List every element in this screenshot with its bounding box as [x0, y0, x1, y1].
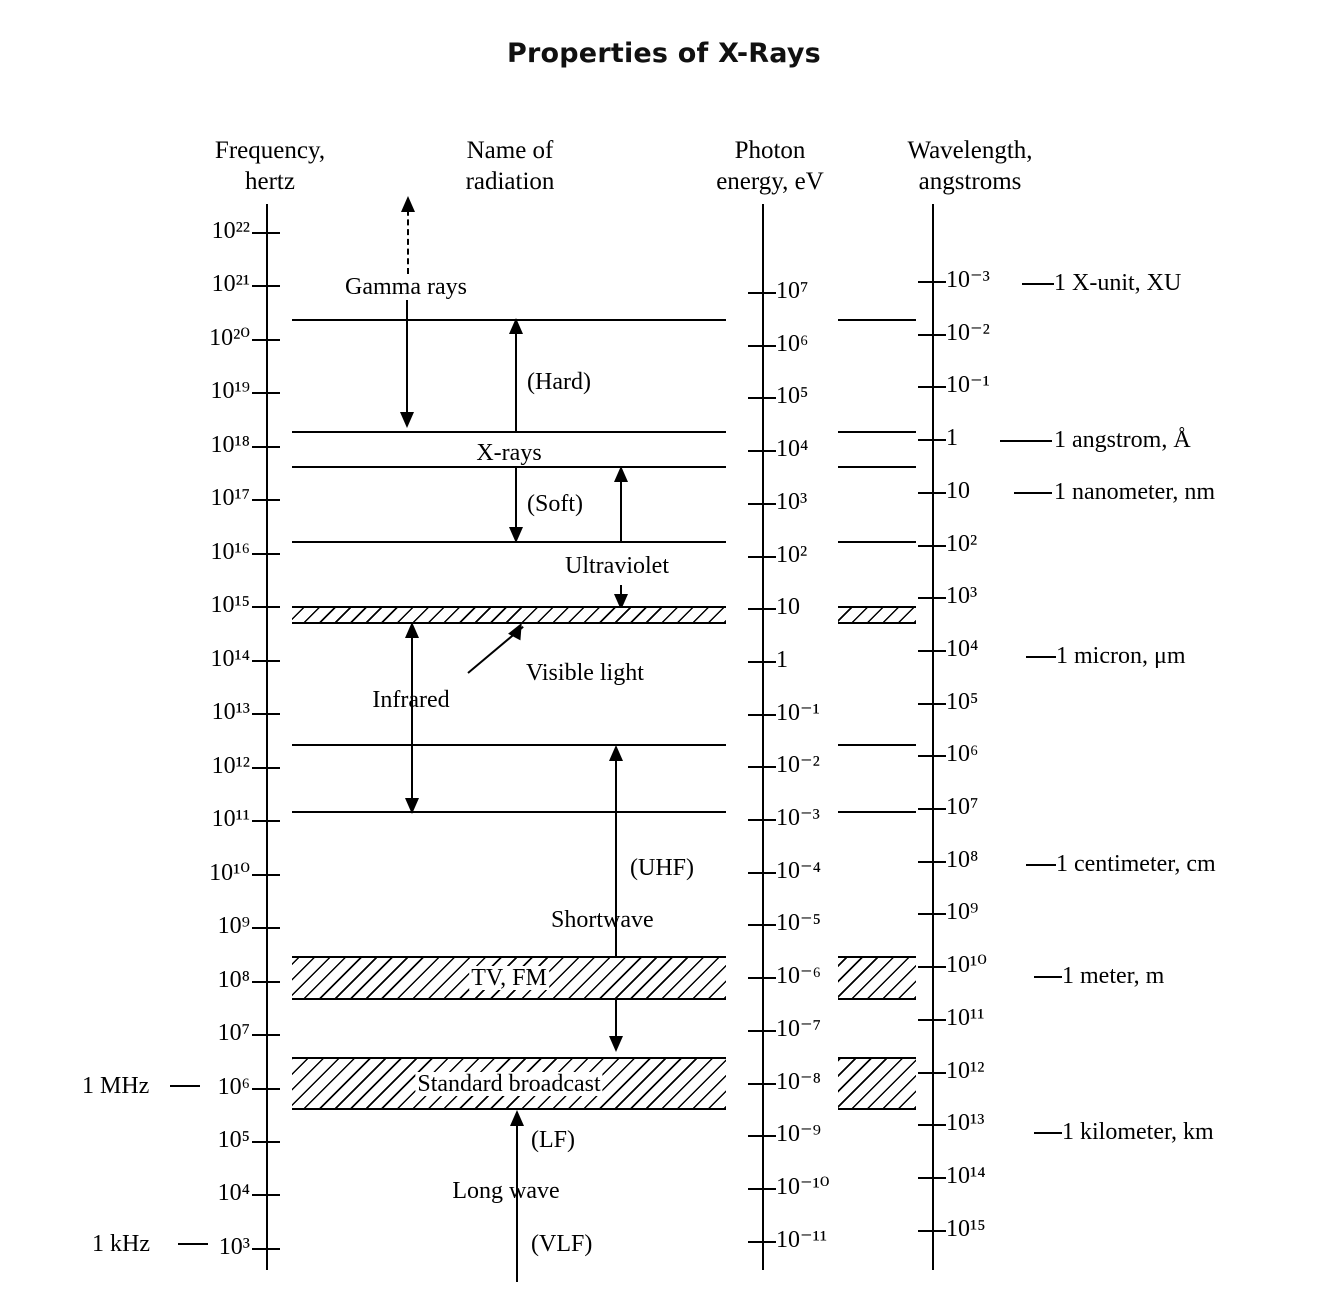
energy-tick — [748, 766, 776, 768]
wavelength-tick-label: 10⁵ — [946, 688, 979, 715]
energy-tick-label: 10⁻⁹ — [776, 1121, 822, 1148]
band-label-hard: (Hard) — [527, 369, 591, 395]
gamma-rays-arrow-shaft — [406, 300, 408, 415]
column-header-energy — [670, 135, 870, 197]
energy-tick-label: 10⁻² — [776, 752, 820, 779]
frequency-tick-label: 10¹³ — [211, 699, 250, 726]
energy-tick — [748, 1030, 776, 1032]
frequency-tick-label: 10²¹ — [211, 271, 250, 298]
energy-band-visible-light — [838, 606, 916, 624]
frequency-tick — [252, 767, 280, 769]
wavelength-tick — [918, 1124, 946, 1126]
energy-tick-label: 10⁵ — [776, 383, 809, 410]
wavelength-unit-xu-leader — [1022, 283, 1054, 285]
frequency-tick-label: 10¹⁶ — [210, 538, 250, 565]
wavelength-tick — [918, 334, 946, 336]
wavelength-tick-label: 10¹² — [946, 1057, 985, 1084]
wavelength-tick-label: 10⁻² — [946, 319, 990, 346]
wavelength-tick-label: 10⁴ — [946, 635, 979, 662]
band-label-soft: (Soft) — [527, 491, 583, 517]
frequency-tick — [252, 392, 280, 394]
infrared-arrow-shaft — [411, 634, 413, 802]
wavelength-tick — [918, 861, 946, 863]
frequency-tick-label: 10⁸ — [217, 966, 250, 993]
energy-tick-label: 10⁻⁶ — [776, 963, 822, 990]
wavelength-unit-nm: 1 nanometer, nm — [1054, 479, 1215, 505]
energy-tick-label: 10⁶ — [776, 330, 809, 357]
energy-tick — [748, 450, 776, 452]
wavelength-tick-label: 10³ — [946, 583, 978, 610]
column-header-energy-line2: energy, eV — [716, 168, 824, 195]
wavelength-unit-cm-leader — [1026, 864, 1056, 866]
band-line-soft-top — [292, 466, 726, 468]
frequency-tick — [252, 1141, 280, 1143]
band-tv-fm — [292, 956, 726, 1000]
wavelength-unit-nm-leader — [1014, 492, 1052, 494]
frequency-tick-label: 10¹⁸ — [210, 431, 250, 458]
infrared-arrow-head-up — [405, 622, 419, 638]
wavelength-tick-label: 10¹³ — [946, 1110, 985, 1137]
energy-tick — [748, 1135, 776, 1137]
column-header-name-line2: radiation — [465, 168, 555, 195]
energy-band-line-2 — [838, 431, 916, 433]
energy-tick-label: 10³ — [776, 488, 808, 515]
frequency-tick-label: 10⁵ — [217, 1126, 250, 1153]
energy-tick-label: 10² — [776, 541, 808, 568]
frequency-tick — [252, 232, 280, 234]
energy-tick-label: 10⁴ — [776, 436, 809, 463]
frequency-tick — [252, 339, 280, 341]
wavelength-tick-label: 10⁹ — [946, 899, 979, 926]
energy-tick-label: 10 — [776, 594, 800, 621]
column-header-frequency-line1: Frequency, — [214, 137, 326, 164]
wavelength-tick — [918, 808, 946, 810]
energy-tick — [748, 292, 776, 294]
energy-tick — [748, 661, 776, 663]
energy-tick — [748, 608, 776, 610]
wavelength-tick — [918, 913, 946, 915]
frequency-unit-khz: 1 kHz — [92, 1231, 150, 1257]
energy-tick — [748, 1083, 776, 1085]
frequency-tick — [252, 660, 280, 662]
band-label-infrared: Infrared — [372, 687, 450, 713]
column-header-wavelength — [865, 135, 1075, 197]
wavelength-unit-micron-leader — [1026, 656, 1056, 658]
frequency-tick — [252, 874, 280, 876]
wavelength-tick — [918, 492, 946, 494]
frequency-unit-mhz: 1 MHz — [82, 1073, 150, 1099]
frequency-unit-mhz-leader — [170, 1085, 200, 1087]
energy-tick — [748, 345, 776, 347]
band-line-hard-bottom — [292, 431, 726, 433]
frequency-tick — [252, 713, 280, 715]
band-label-standard-broadcast: Standard broadcast — [417, 1070, 601, 1097]
frequency-tick — [252, 981, 280, 983]
wavelength-tick-label: 10⁶ — [946, 741, 979, 768]
shortwave-arrow-head-down — [609, 1036, 623, 1052]
band-label-xrays: X-rays — [476, 440, 542, 466]
band-label-vlf: (VLF) — [531, 1231, 593, 1257]
frequency-tick — [252, 606, 280, 608]
energy-tick-label: 10⁻¹ — [776, 699, 820, 726]
wavelength-tick — [918, 281, 946, 283]
wavelength-tick-label: 1 — [946, 425, 958, 452]
frequency-tick — [252, 927, 280, 929]
energy-band-line-4 — [838, 541, 916, 543]
band-label-visible-light: Visible light — [526, 660, 644, 686]
energy-band-line-6 — [838, 811, 916, 813]
ultraviolet-arrow-head-up — [614, 466, 628, 482]
shortwave-arrow-head-up — [609, 745, 623, 761]
frequency-tick-label: 10²⁰ — [209, 324, 250, 351]
energy-tick-label: 10⁻³ — [776, 805, 820, 831]
gamma-rays-arrow-head-down — [400, 412, 414, 428]
wavelength-tick-label: 10⁻¹ — [946, 372, 990, 399]
wavelength-unit-m-leader — [1034, 976, 1062, 978]
wavelength-tick — [918, 597, 946, 599]
wavelength-tick-label: 10¹¹ — [946, 1004, 985, 1031]
band-label-gamma-rays: Gamma rays — [345, 274, 467, 300]
wavelength-tick-label: 10¹⁵ — [946, 1215, 986, 1242]
wavelength-tick-label: 10⁷ — [946, 794, 979, 820]
wavelength-tick — [918, 545, 946, 547]
column-header-energy-line1: Photon — [734, 137, 806, 164]
frequency-tick-label: 10¹⁴ — [210, 645, 250, 672]
energy-band-tv-fm — [838, 956, 916, 1000]
energy-tick-label: 10⁻¹⁰ — [776, 1173, 830, 1200]
energy-tick — [748, 977, 776, 979]
wavelength-tick-label: 10¹⁰ — [946, 952, 987, 979]
band-standard-broadcast — [292, 1057, 726, 1110]
wavelength-tick-label: 10⁻³ — [946, 267, 990, 293]
wavelength-unit-cm: 1 centimeter, cm — [1056, 851, 1216, 877]
frequency-tick-label: 10¹⁹ — [210, 378, 250, 405]
column-header-name-line1: Name of — [466, 137, 554, 164]
frequency-tick-label: 10¹⁵ — [210, 592, 250, 619]
band-visible-light — [292, 606, 726, 624]
energy-tick-label: 1 — [776, 646, 788, 673]
wavelength-unit-km-leader — [1034, 1132, 1062, 1134]
wavelength-tick — [918, 439, 946, 441]
energy-tick — [748, 1188, 776, 1190]
wavelength-tick — [918, 703, 946, 705]
frequency-tick-label: 10⁴ — [217, 1180, 250, 1207]
frequency-tick — [252, 1194, 280, 1196]
band-label-longwave: Long wave — [452, 1178, 560, 1204]
band-label-uhf: (UHF) — [630, 855, 694, 881]
frequency-tick-label: 10¹¹ — [211, 806, 250, 833]
band-label-tv-fm: TV, FM — [471, 965, 547, 991]
energy-band-line-1 — [838, 319, 916, 321]
soft-xray-arrow-head-down — [509, 527, 523, 543]
band-line-infrared-bottom — [292, 811, 726, 813]
frequency-tick — [252, 1248, 280, 1250]
hard-xray-arrow-shaft — [515, 330, 517, 431]
frequency-tick-label: 10⁹ — [217, 913, 250, 940]
frequency-tick — [252, 1088, 280, 1090]
band-line-infrared-top — [292, 744, 726, 746]
energy-tick-label: 10⁻⁸ — [776, 1068, 822, 1095]
hard-xray-arrow-head-up — [509, 318, 523, 334]
wavelength-tick — [918, 386, 946, 388]
wavelength-tick — [918, 1230, 946, 1232]
frequency-axis-line — [266, 204, 268, 1270]
energy-tick-label: 10⁻¹¹ — [776, 1226, 828, 1253]
energy-tick — [748, 714, 776, 716]
frequency-tick — [252, 820, 280, 822]
wavelength-unit-km: 1 kilometer, km — [1062, 1119, 1214, 1145]
frequency-tick — [252, 285, 280, 287]
band-label-shortwave: Shortwave — [551, 907, 654, 933]
frequency-unit-khz-leader — [178, 1243, 208, 1245]
energy-tick — [748, 1241, 776, 1243]
frequency-tick — [252, 499, 280, 501]
frequency-tick-label: 10¹² — [211, 752, 250, 779]
wavelength-tick-label: 10² — [946, 530, 978, 557]
page-title: Properties of X-Rays — [507, 38, 821, 69]
energy-tick-label: 10⁻⁵ — [776, 910, 822, 937]
wavelength-tick-label: 10 — [946, 477, 970, 504]
ultraviolet-arrow-shaft-up — [620, 478, 622, 542]
wavelength-tick — [918, 650, 946, 652]
frequency-tick — [252, 446, 280, 448]
energy-band-standard-broadcast — [838, 1057, 916, 1110]
energy-tick — [748, 924, 776, 926]
frequency-tick-label: 10⁷ — [217, 1020, 250, 1047]
wavelength-tick — [918, 1177, 946, 1179]
energy-tick — [748, 556, 776, 558]
wavelength-tick — [918, 966, 946, 968]
frequency-tick-label: 10⁶ — [217, 1073, 250, 1100]
band-label-ultraviolet: Ultraviolet — [565, 553, 669, 579]
wavelength-unit-angstrom-leader — [1000, 440, 1052, 442]
wavelength-tick-label: 10⁸ — [946, 846, 979, 873]
wavelength-unit-micron: 1 micron, μm — [1056, 643, 1186, 669]
energy-tick — [748, 872, 776, 874]
band-label-lf: (LF) — [531, 1127, 575, 1153]
column-header-frequency — [170, 135, 370, 197]
energy-tick-label: 10⁻⁴ — [776, 857, 822, 884]
energy-tick — [748, 397, 776, 399]
column-header-frequency-line2: hertz — [245, 168, 295, 195]
frequency-tick-label: 10²² — [211, 218, 250, 244]
wavelength-tick — [918, 1019, 946, 1021]
wavelength-unit-angstrom: 1 angstrom, Å — [1054, 427, 1191, 453]
gamma-rays-arrow-head-up — [401, 196, 415, 212]
wavelength-axis-line — [932, 204, 934, 1270]
energy-band-line-5 — [838, 744, 916, 746]
frequency-tick — [252, 553, 280, 555]
energy-tick-label: 10⁻⁷ — [776, 1015, 822, 1042]
frequency-tick-label: 10¹⁷ — [210, 485, 250, 512]
energy-tick — [748, 503, 776, 505]
column-header-wavelength-line2: angstroms — [918, 168, 1022, 195]
frequency-tick-label: 10³ — [218, 1233, 250, 1260]
frequency-tick-label: 10¹⁰ — [209, 859, 250, 886]
longwave-arrow-head-up — [510, 1110, 524, 1126]
energy-band-line-3 — [838, 466, 916, 468]
column-header-name — [410, 135, 610, 197]
energy-tick — [748, 819, 776, 821]
wavelength-unit-m: 1 meter, m — [1062, 963, 1165, 989]
wavelength-tick — [918, 755, 946, 757]
infrared-arrow-head-down — [405, 798, 419, 814]
column-header-wavelength-line1: Wavelength, — [907, 137, 1033, 164]
energy-axis-line — [762, 204, 764, 1270]
wavelength-tick-label: 10¹⁴ — [946, 1162, 986, 1189]
wavelength-unit-xu: 1 X-unit, XU — [1054, 270, 1182, 296]
frequency-tick — [252, 1034, 280, 1036]
energy-tick-label: 10⁷ — [776, 278, 809, 304]
wavelength-tick — [918, 1072, 946, 1074]
soft-xray-arrow-shaft — [515, 466, 517, 530]
